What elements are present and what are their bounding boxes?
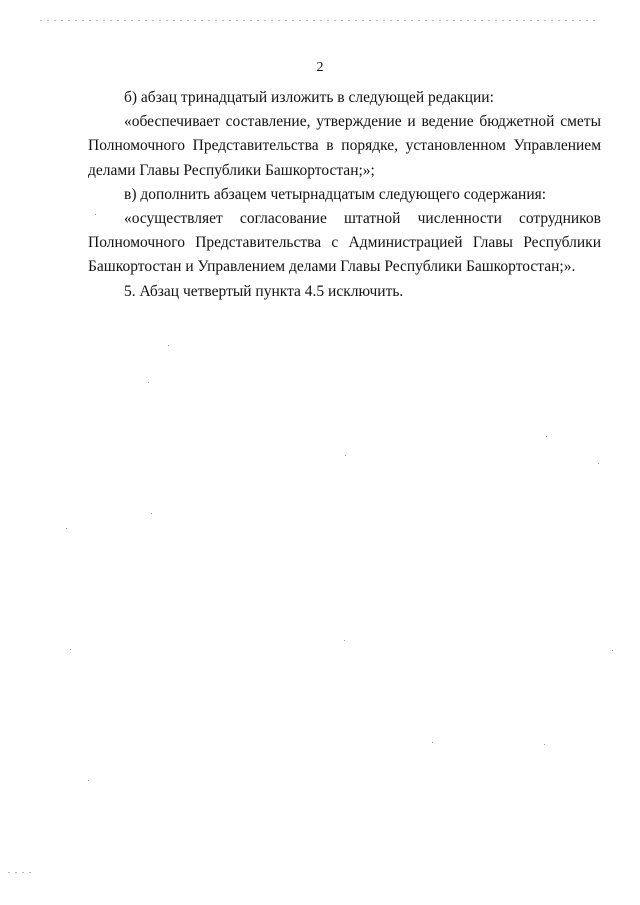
paragraph-quote-1: «обеспечивает составление, утверждение и ведение бюджетной сметы Полномочного Представительства в порядке, установленном Управлением делами Главы Республики Башкортостан;»; [88,113,601,179]
paragraph-item-v: в) дополнить абзацем четырнадцатым следующего содержания: [124,185,547,203]
scan-speck [66,528,67,529]
paragraph-quote-2: «осуществляет согласование штатной численности сотрудников Полномочного Представительства с Администрацией Главы Республики Башкортостан и Управлением делами Главы Республики Башкортостан;». [88,210,601,276]
scan-artifact-bottom [8,872,36,873]
scan-speck [432,742,433,743]
scan-artifact-top [40,20,600,21]
scan-speck [70,649,71,650]
scan-speck [88,780,89,781]
scan-speck [612,650,613,651]
scan-speck [546,436,547,437]
paragraph-item-b: б) абзац тринадцатый изложить в следующей редакции: [124,89,494,106]
scan-speck [168,345,169,346]
scan-speck [598,463,599,464]
document-body [88,86,601,304]
scan-speck [151,513,152,514]
scan-speck [345,455,346,456]
scan-speck [95,214,96,215]
scan-speck [148,382,149,383]
paragraph-item-5: 5. Абзац четвертый пункта 4.5 исключить. [124,282,404,300]
page-number: 2 [316,60,324,75]
scan-speck [544,744,545,745]
scan-speck [344,640,345,641]
